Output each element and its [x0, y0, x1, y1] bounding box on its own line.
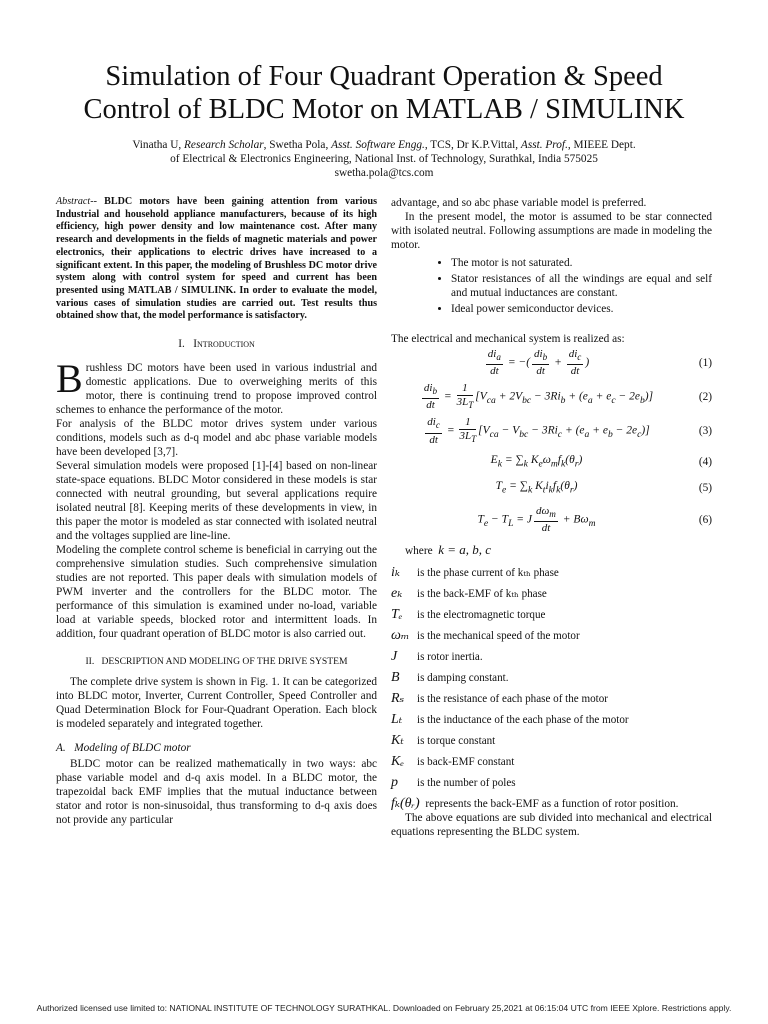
symbol-row: B is damping constant.: [391, 670, 509, 686]
equation-2: [391, 382, 712, 412]
equation-body: $\frac{di_a}{dt}$ = −( $\frac{di_b}{dt}$ + $\frac{di_c}{dt}$ ): [487, 348, 590, 378]
equation-5: [391, 479, 712, 497]
symbol-row: Kₑ is back-EMF constant: [391, 754, 515, 770]
author-affiliation: of Electrical & Electronics Engineering, National Inst. of Technology, Surathkal, India 575025: [170, 153, 598, 166]
equations-intro: The electrical and mechanical system is realized as:: [391, 333, 625, 345]
modeling-paragraph: BLDC motor can be realized mathematically in two ways: abc phase variable model and d-q axis model. In a BLDC motor, the trapezoidal back EMF implies that the mutual inductance between stator and rotor is non-sinusoidal, thus transforming to d-q axis does not provide any particular: [56, 758, 377, 827]
right-column: [391, 196, 712, 839]
author-block: [40, 138, 728, 181]
symbol-row: J is rotor inertia.: [391, 649, 483, 665]
symbol-row: ωₘ is the mechanical speed of the motor: [391, 628, 580, 644]
symbol-row: p is the number of poles: [391, 775, 516, 791]
equation-body: $T_e - T_L = J$ $\frac{d\omega_m}{dt}$ + $B\omega_m$: [477, 505, 596, 535]
equation-body: $E_k = \sum_k$ $K_e\omega_mf_k(\theta_r)$: [490, 453, 583, 469]
section-heading-introduction: I. Introduction: [178, 338, 255, 351]
license-footer: Authorized licensed use limited to: NATIONAL INSTITUTE OF TECHNOLOGY SURATHKAL. Downloaded on February 25,2021 at 06:15:04 UTC from IEEE Xplore. Restrictions apply.: [36, 1003, 732, 1013]
fk-definition: fₖ(θᵣ) represents the back-EMF as a function of rotor position.: [391, 796, 679, 812]
author-email: swetha.pola@tcs.com: [334, 167, 434, 180]
title-line-1: Simulation of Four Quadrant Operation & Speed: [105, 61, 663, 92]
intro-paragraph-3: Several simulation models were proposed [1]-[4] based on non-linear state-space equations. BLDC Motor considered in these models is star connected with neutral grounding, but several applications require isolated neutral [8]. Keeping merits of these developments in view, in this paper the motor is modeled as star connected with isolated neutral and the voltages supplied are line-line.: [56, 460, 377, 543]
equation-number: (5): [698, 482, 712, 494]
equation-6: [391, 505, 712, 535]
description-paragraph: The complete drive system is shown in Fig. 1. It can be categorized into BLDC motor, Inverter, Current Controller, Speed Controller and Quad Determination Block for Four-Quadrant Operation. Each block is modeled separately and integrated together.: [56, 676, 377, 731]
subsection-heading-modeling: A. Modeling of BLDC motor: [56, 742, 191, 755]
symbol-row: Lₜ is the inductance of the each phase of the motor: [391, 712, 629, 728]
paper-title: [40, 60, 728, 126]
author-line-1: Vinatha U, Research Scholar, Swetha Pola, Asst. Software Engg., TCS, Dr K.P.Vittal, Asst. Prof., MIEEE Dept.: [132, 139, 636, 151]
intro-paragraph-2: For analysis of the BLDC motor drives system under various conditions, models such as d-q model and abc phase variable models have been developed [3,7].: [56, 418, 377, 459]
equation-number: (4): [698, 455, 712, 468]
equation-3: [391, 416, 712, 446]
section-heading-description: II. DESCRIPTION AND MODELING OF THE DRIVE SYSTEM: [85, 656, 348, 668]
symbol-row: Kₜ is torque constant: [391, 733, 496, 749]
intro-paragraph-1: Brushless DC motors have been used in various industrial and domestic applications. Due to overweighing merits of this motor, there is continuing trend to propose improved control schemes to enhance the performance of the motor.: [56, 356, 377, 417]
equation-body: $\frac{di_b}{dt}$ = $\frac{1}{3L_T}$ $[V_{ca} + 2V_{bc} - 3Ri_b + (e_a + e_c - 2e_b)]$: [423, 382, 654, 412]
abstract: Abstract-- BLDC motors have been gaining attention from various Industrial and household appliance manufacturers, because of its high efficiency, high power density and low maintenance cost. After many research and developments in the fields of magnetic materials and power electronics, their applications to electric drives have increased to a significant extent. In this paper, the modeling of Brushless DC motor drive system along with control system for speed and current has been presented using MATLAB / SIMULINK. In order to evaluate the model, various cases of simulation studies are carried out. Test results thus obtained show that, the model performance is satisfactory.: [56, 196, 377, 322]
equation-number: (1): [698, 357, 712, 370]
assumptions-intro: In the present model, the motor is assumed to be star connected with isolated neutral. Following assumptions are made in modeling the motor.: [391, 211, 712, 251]
list-item: • The motor is not saturated.: [451, 256, 712, 270]
assumptions-list: [391, 256, 712, 316]
symbol-list: [391, 566, 712, 790]
where-line: where k = a, b, c: [405, 542, 492, 558]
equation-body: $\frac{di_c}{dt}$ = $\frac{1}{3L_T}$ $[V_{ca} - V_{bc} - 3Ri_c + (e_a + e_b - 2e_c)]$: [427, 416, 650, 446]
symbol-row: iₖ is the phase current of kₜₕ phase: [391, 565, 559, 581]
list-item: • Stator resistances of all the windings are equal and self and mutual inductances are constant.: [451, 272, 712, 300]
symbol-row: Rₛ is the resistance of each phase of the motor: [391, 691, 608, 707]
intro-paragraph-4: Modeling the complete control scheme is beneficial in carrying out the comprehensive simulation studies. Such comprehensive simulation studies are not reported. This paper deals with simulation models of PWM inverter and the controllers for the BLDC motor. The performance of this simulation is examined under no-load, variable load at variable speeds, blocked rotor and intermittent loads. In addition, four quadrant operation of BLDC motor is also carried out.: [56, 544, 377, 641]
closing-paragraph: The above equations are sub divided into mechanical and electrical equations representing the BLDC system.: [391, 812, 712, 839]
continued-text: advantage, and so abc phase variable model is preferred.: [391, 197, 647, 209]
symbol-row: eₖ is the back-EMF of kₜₕ phase: [391, 586, 547, 602]
list-item: • Ideal power semiconductor devices.: [451, 302, 712, 316]
title-line-2: Control of BLDC Motor on MATLAB / SIMULINK: [83, 94, 685, 125]
equation-1: [391, 348, 712, 378]
equation-number: (3): [698, 425, 712, 438]
symbol-row: Tₑ is the electromagnetic torque: [391, 607, 546, 623]
equation-number: (2): [698, 391, 712, 404]
equation-4: [391, 453, 712, 471]
left-column: [56, 196, 377, 827]
equation-body: $T_e = \sum_k$ $K_ti_kf_k(\theta_r)$: [495, 479, 578, 496]
drop-cap: B: [56, 356, 83, 402]
equation-number: (6): [698, 514, 712, 527]
